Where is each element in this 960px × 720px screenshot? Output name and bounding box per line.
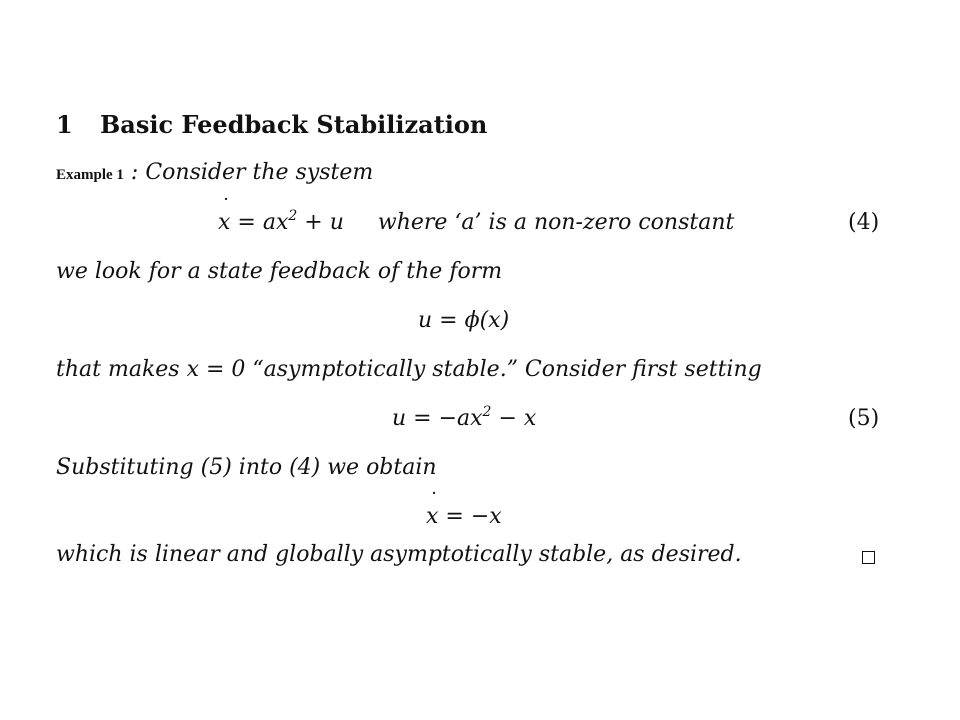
equation-4: [218, 210, 734, 235]
example-intro-text: Consider the system: [145, 160, 374, 185]
equation-5: [392, 406, 536, 431]
eq4-lhs: ˙ x: [218, 210, 230, 235]
example-colon: :: [130, 160, 139, 185]
eq5-rhs: − x: [491, 406, 537, 431]
eq4-rhs-b: + u: [297, 210, 344, 235]
eq4-condition: where ‘a’ is a non-zero constant: [377, 210, 735, 235]
eq5-lhs: u = −ax: [392, 406, 483, 431]
example-intro-line: [56, 160, 373, 185]
equation-result: [426, 504, 502, 529]
eq5-exponent: 2: [482, 404, 492, 420]
result-lhs: ˙ x: [426, 504, 438, 529]
paragraph-line-5: which is linear and globally asymptotically stable, as desired.: [56, 542, 742, 567]
paragraph-line-3: that makes x = 0 “asymptotically stable.” Consider first setting: [56, 357, 762, 382]
qed-square-icon: [862, 551, 875, 564]
paragraph-line-2: we look for a state feedback of the form: [56, 259, 503, 284]
section-title: Basic Feedback Stabilization: [100, 110, 488, 139]
example-label: Example 1: [56, 167, 124, 183]
eq5-number: (5): [848, 406, 880, 431]
section-number: 1: [56, 110, 73, 139]
eq4-rhs-a: = ax: [237, 210, 289, 235]
section-heading: [56, 110, 487, 139]
eq4-number: (4): [848, 210, 880, 235]
eq4-exponent: 2: [288, 208, 298, 224]
equation-feedback: u = ϕ(x): [418, 308, 510, 333]
result-rhs: = −x: [438, 504, 502, 529]
paragraph-line-4: Substituting (5) into (4) we obtain: [56, 455, 437, 480]
